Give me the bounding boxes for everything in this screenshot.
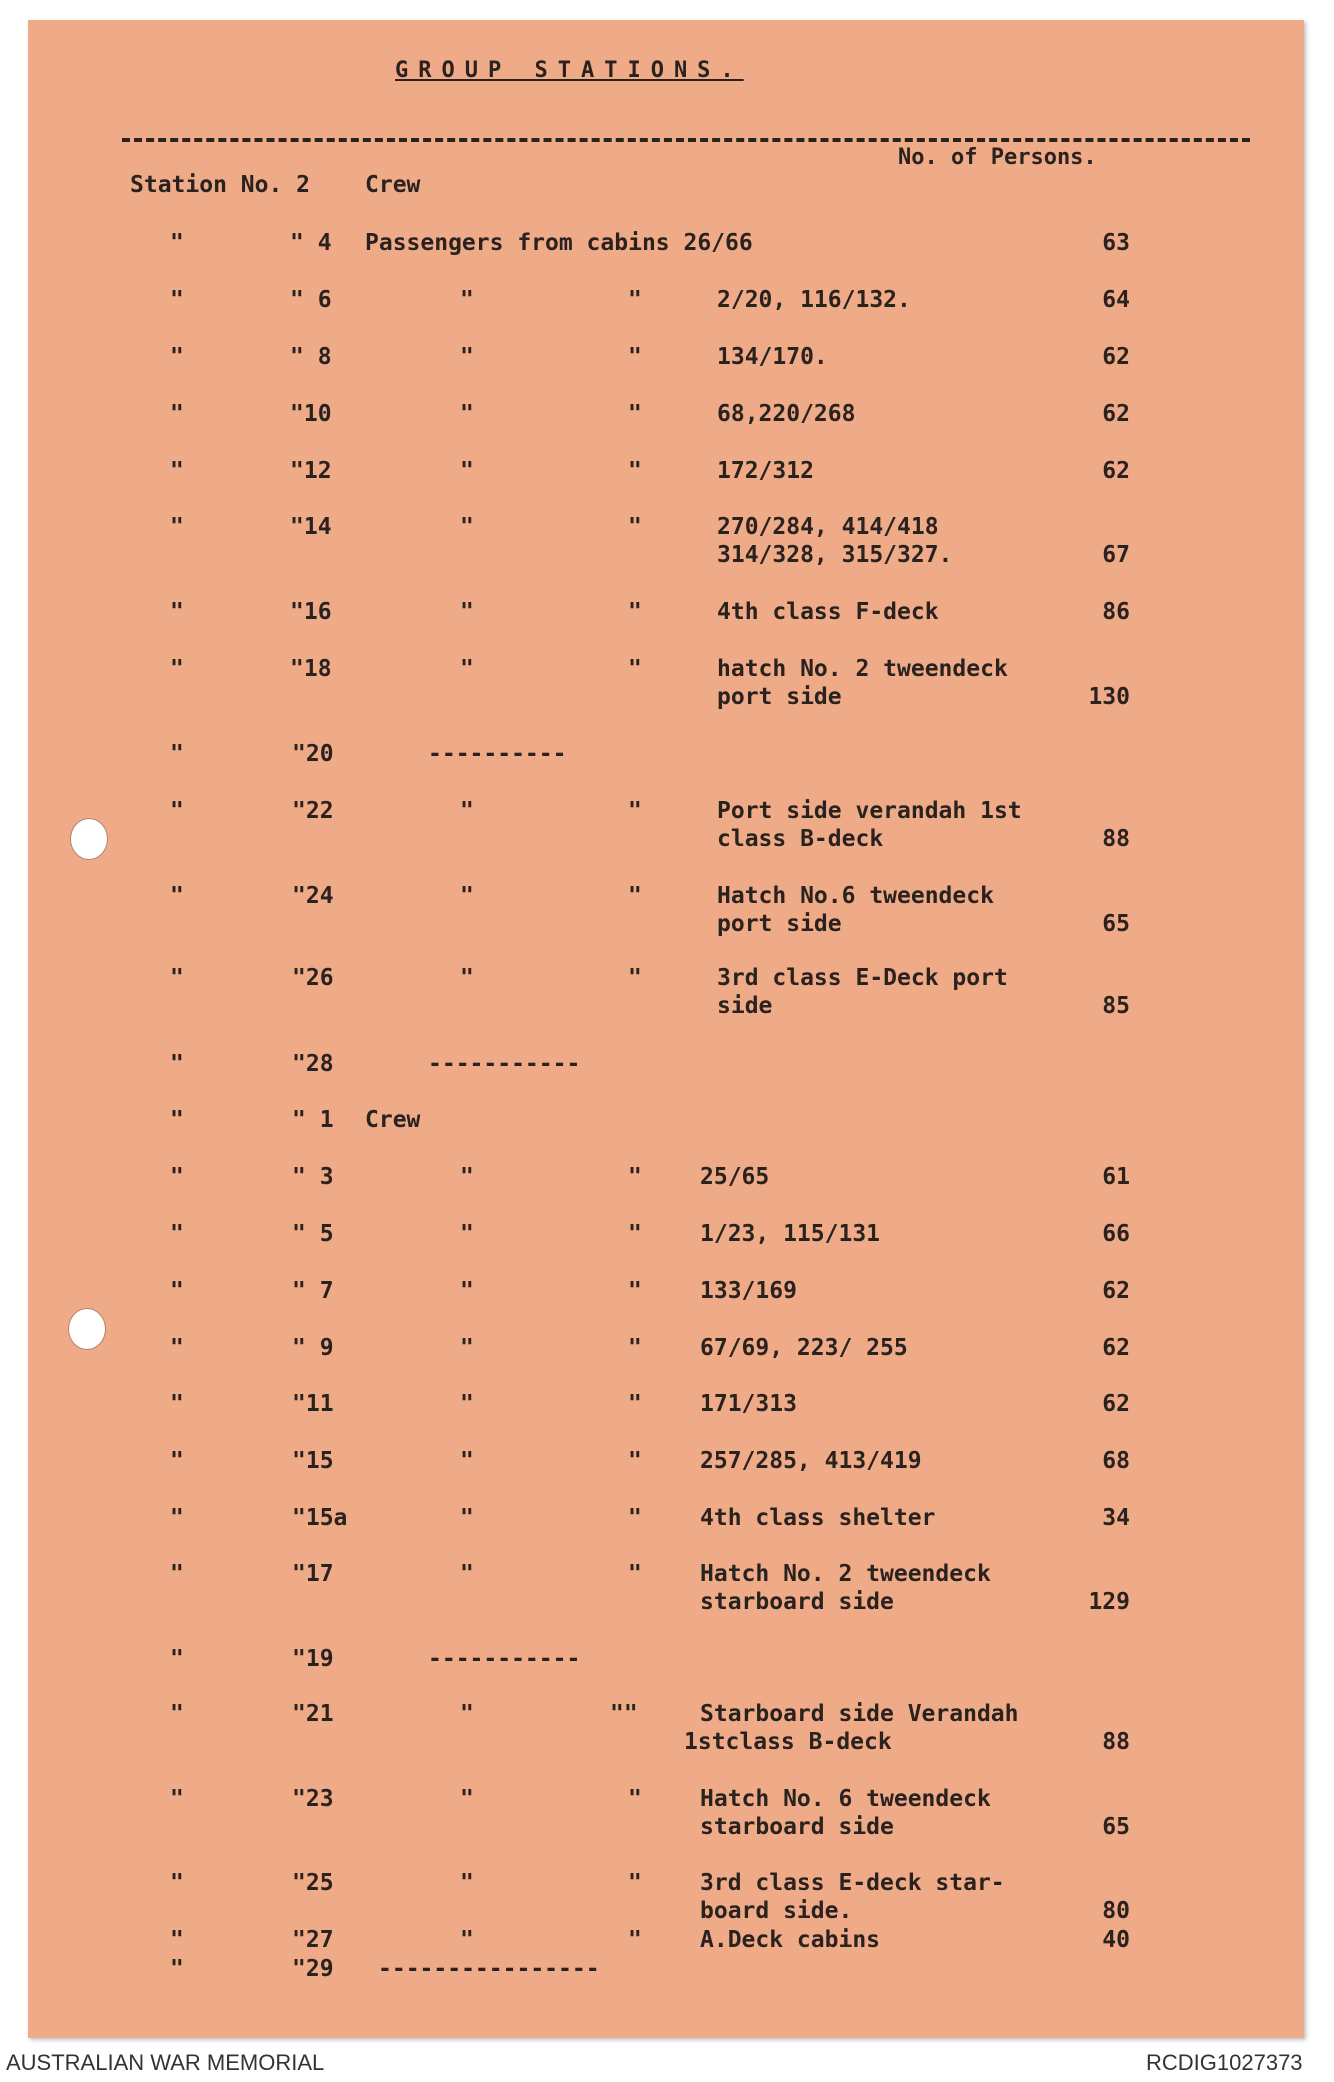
station-location: hatch No. 2 tweendeck: [717, 656, 1008, 682]
header-divider: [122, 138, 1250, 142]
ditto-mark: ": [170, 1956, 184, 1982]
station-location-line2: starboard side: [700, 1589, 894, 1615]
station-location: A.Deck cabins: [700, 1927, 881, 1953]
ditto-mark: ": [170, 287, 184, 313]
ditto-mark: ": [628, 401, 642, 427]
station-number: "17: [292, 1561, 334, 1587]
station-location: Hatch No.6 tweendeck: [717, 883, 994, 909]
station-number: "26: [292, 965, 334, 991]
station-location: 68,220/268: [717, 401, 856, 427]
ditto-mark: ": [170, 401, 184, 427]
ditto-mark: ": [460, 1870, 474, 1896]
ditto-mark: ": [170, 798, 184, 824]
ditto-mark: ": [628, 965, 642, 991]
station-number: "19: [292, 1646, 334, 1672]
ditto-mark: ": [460, 1278, 474, 1304]
persons-count: 62: [1102, 344, 1130, 370]
persons-count: 66: [1102, 1221, 1130, 1247]
persons-count: 88: [1102, 826, 1130, 852]
persons-count: 40: [1102, 1927, 1130, 1953]
ditto-mark: ": [170, 514, 184, 540]
ditto-mark: ": [460, 344, 474, 370]
column-header-persons: No. of Persons.: [898, 145, 1097, 170]
ditto-mark: ": [628, 656, 642, 682]
ditto-mark: ": [460, 458, 474, 484]
ditto-mark: ": [628, 344, 642, 370]
ditto-mark: ": [460, 1448, 474, 1474]
station-number: "28: [292, 1051, 334, 1077]
station-number: "23: [292, 1786, 334, 1812]
persons-count: 62: [1102, 458, 1130, 484]
ditto-mark: ": [628, 798, 642, 824]
station-number: "15a: [292, 1505, 348, 1531]
footer-left: AUSTRALIAN WAR MEMORIAL: [6, 2050, 325, 2075]
station-number: " 7: [292, 1278, 334, 1304]
ditto-mark: ": [170, 1278, 184, 1304]
ditto-mark: ": [460, 1221, 474, 1247]
station-location: 1/23, 115/131: [700, 1221, 881, 1247]
station-number: "12: [290, 458, 332, 484]
ditto-mark: ": [628, 1164, 642, 1190]
ditto-mark: ": [170, 741, 184, 767]
station-location-line2: port side: [717, 911, 842, 937]
ditto-mark: ": [628, 1278, 642, 1304]
ditto-mark: ": [628, 883, 642, 909]
ditto-mark: ": [460, 514, 474, 540]
station-number: "24: [292, 883, 334, 909]
station-number: "10: [290, 401, 332, 427]
ditto-mark: ": [170, 1561, 184, 1587]
persons-count: 62: [1102, 1335, 1130, 1361]
ditto-mark: ": [628, 1927, 642, 1953]
station-location: 25/65: [700, 1164, 770, 1190]
persons-count: 62: [1102, 1391, 1130, 1417]
ditto-mark: ": [170, 1646, 184, 1672]
ditto-mark: ": [628, 514, 642, 540]
first-station-desc: Crew: [365, 172, 421, 198]
ditto-mark: ": [628, 599, 642, 625]
persons-count: 86: [1102, 599, 1130, 625]
blank-station-dashes: ----------------: [378, 1956, 600, 1982]
station-location: 2/20, 116/132.: [717, 287, 911, 313]
ditto-mark: ": [170, 1786, 184, 1812]
ditto-mark: ": [460, 1164, 474, 1190]
ditto-mark: ": [460, 798, 474, 824]
station-location-line2: side: [717, 993, 773, 1019]
persons-count: 88: [1102, 1729, 1130, 1755]
station-location-line2: port side: [717, 684, 842, 710]
ditto-mark: ": [460, 883, 474, 909]
station-location: 4th class F-deck: [717, 599, 939, 625]
persons-count: 80: [1102, 1898, 1130, 1924]
station-location: 134/170.: [717, 344, 828, 370]
ditto-mark: ": [460, 656, 474, 682]
station-number: " 5: [292, 1221, 334, 1247]
station-location: 171/313: [700, 1391, 797, 1417]
station-number: " 4: [290, 230, 332, 256]
station-location: 67/69, 223/ 255: [700, 1335, 908, 1361]
ditto-mark: ": [460, 287, 474, 313]
station-number: " 9: [292, 1335, 334, 1361]
station-location-line2: board side.: [700, 1898, 853, 1924]
persons-count: 129: [1088, 1589, 1130, 1615]
persons-count: 64: [1102, 287, 1130, 313]
station-location: Hatch No. 6 tweendeck: [700, 1786, 991, 1812]
station-location-line2: 314/328, 315/327.: [717, 542, 953, 568]
ditto-mark: ": [170, 1927, 184, 1953]
ditto-mark: ": [628, 458, 642, 484]
station-location-line2: starboard side: [700, 1814, 894, 1840]
ditto-mark: ": [460, 401, 474, 427]
ditto-mark: ": [628, 1505, 642, 1531]
first-station-label: Station No. 2: [130, 172, 311, 198]
ditto-mark: ": [170, 1505, 184, 1531]
persons-count: 34: [1102, 1505, 1130, 1531]
ditto-mark: ": [460, 599, 474, 625]
station-number: " 3: [292, 1164, 334, 1190]
ditto-mark: ": [170, 656, 184, 682]
station-number: " 8: [290, 344, 332, 370]
persons-count: 62: [1102, 401, 1130, 427]
persons-count: 85: [1102, 993, 1130, 1019]
station-location: 257/285, 413/419: [700, 1448, 922, 1474]
ditto-mark: ": [170, 1051, 184, 1077]
punch-hole-top: [70, 818, 108, 860]
ditto-mark: ": [460, 1927, 474, 1953]
station-location: 3rd class E-deck star-: [700, 1870, 1005, 1896]
station-description: Passengers from cabins 26/66: [365, 230, 753, 256]
ditto-mark: ": [170, 230, 184, 256]
persons-count: 62: [1102, 1278, 1130, 1304]
ditto-mark: ": [460, 1561, 474, 1587]
ditto-mark: ": [170, 1391, 184, 1417]
persons-count: 130: [1088, 684, 1130, 710]
station-number: " 1: [292, 1107, 334, 1133]
blank-station-dashes: -----------: [428, 1646, 581, 1672]
ditto-mark: ": [460, 965, 474, 991]
ditto-mark: ": [460, 1786, 474, 1812]
station-location-line2: class B-deck: [717, 826, 884, 852]
station-number: "29: [292, 1956, 334, 1982]
station-location: Port side verandah 1st: [717, 798, 1022, 824]
ditto-mark: ": [170, 1164, 184, 1190]
station-number: "14: [290, 514, 332, 540]
persons-count: 63: [1102, 230, 1130, 256]
ditto-mark: ": [460, 1505, 474, 1531]
ditto-mark: ": [628, 1786, 642, 1812]
ditto-mark: ": [628, 1391, 642, 1417]
station-number: " 6: [290, 287, 332, 313]
ditto-mark: ": [460, 1391, 474, 1417]
station-location: 3rd class E-Deck port: [717, 965, 1008, 991]
persons-count: 68: [1102, 1448, 1130, 1474]
persons-count: 65: [1102, 1814, 1130, 1840]
station-number: "25: [292, 1870, 334, 1896]
station-number: "27: [292, 1927, 334, 1953]
station-number: "15: [292, 1448, 334, 1474]
page-title: GROUP STATIONS.: [395, 58, 744, 83]
persons-count: 61: [1102, 1164, 1130, 1190]
punch-hole-bottom: [68, 1308, 106, 1350]
ditto-mark: ": [170, 1335, 184, 1361]
station-number: "16: [290, 599, 332, 625]
ditto-mark: ": [170, 1448, 184, 1474]
ditto-mark: "": [610, 1701, 638, 1727]
ditto-mark: ": [628, 1448, 642, 1474]
station-number: "21: [292, 1701, 334, 1727]
ditto-mark: ": [628, 1335, 642, 1361]
blank-station-dashes: ----------: [428, 741, 567, 767]
ditto-mark: ": [170, 1107, 184, 1133]
station-location: 4th class shelter: [700, 1505, 936, 1531]
ditto-mark: ": [170, 1221, 184, 1247]
station-location-line2: 1stclass B-deck: [684, 1729, 892, 1755]
ditto-mark: ": [170, 965, 184, 991]
ditto-mark: ": [170, 458, 184, 484]
ditto-mark: ": [628, 287, 642, 313]
ditto-mark: ": [628, 1561, 642, 1587]
persons-count: 65: [1102, 911, 1130, 937]
station-description: Crew: [365, 1107, 421, 1133]
ditto-mark: ": [628, 1870, 642, 1896]
ditto-mark: ": [170, 1701, 184, 1727]
station-number: "20: [292, 741, 334, 767]
blank-station-dashes: -----------: [428, 1051, 581, 1077]
ditto-mark: ": [170, 1870, 184, 1896]
station-location: Hatch No. 2 tweendeck: [700, 1561, 991, 1587]
ditto-mark: ": [170, 599, 184, 625]
ditto-mark: ": [170, 344, 184, 370]
ditto-mark: ": [170, 883, 184, 909]
station-location: 133/169: [700, 1278, 797, 1304]
station-location: 172/312: [717, 458, 814, 484]
station-location: 270/284, 414/418: [717, 514, 939, 540]
ditto-mark: ": [460, 1335, 474, 1361]
station-number: "11: [292, 1391, 334, 1417]
station-number: "22: [292, 798, 334, 824]
station-location: Starboard side Verandah: [700, 1701, 1019, 1727]
ditto-mark: ": [628, 1221, 642, 1247]
station-number: "18: [290, 656, 332, 682]
persons-count: 67: [1102, 542, 1130, 568]
ditto-mark: ": [460, 1701, 474, 1727]
footer-right: RCDIG1027373: [1146, 2050, 1303, 2075]
